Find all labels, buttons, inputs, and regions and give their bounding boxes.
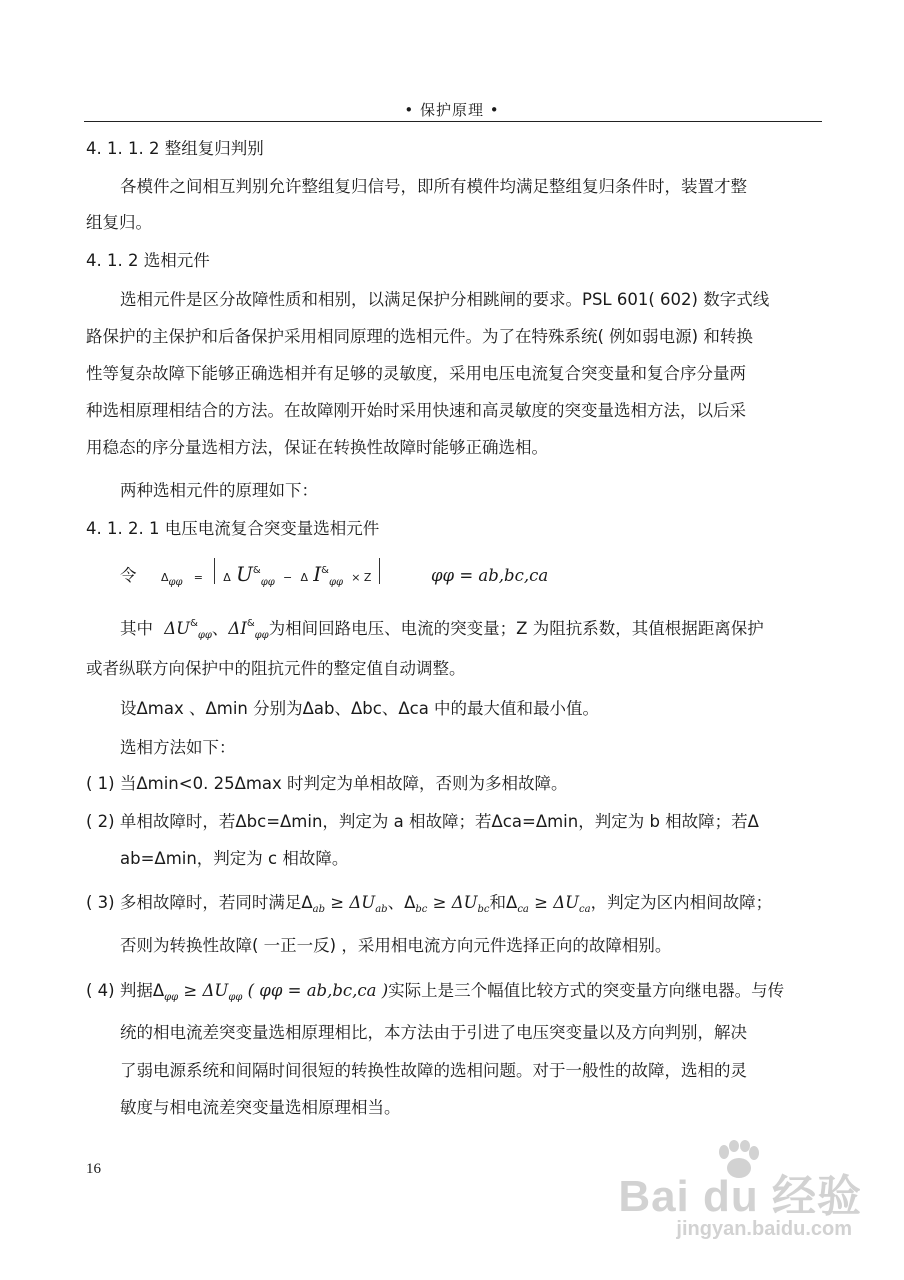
item4-sub: φφ	[164, 992, 179, 1003]
p4-separator: 、	[211, 619, 229, 638]
formula-dot-mark: &	[321, 565, 329, 576]
paragraph-line: 性等复杂故障下能够正确选相并有足够的灵敏度，采用电压电流复合突变量和复合序分量两	[86, 364, 746, 383]
formula-delta-i: Δ	[300, 571, 308, 584]
list-item-3	[86, 891, 772, 922]
formula-i: I	[313, 562, 322, 586]
p4-dot-mark: &	[190, 618, 198, 629]
paragraph-line: 种选相原理相结合的方法。在故障刚开始时采用快速和高灵敏度的突变量选相方法，以后采	[86, 401, 746, 420]
heading-412: 4. 1. 2 选相元件	[86, 251, 210, 270]
list-item-4-cont: 统的相电流差突变量选相原理相比，本方法由于引进了电压突变量以及方向判别，解决	[120, 1023, 747, 1042]
item3-delta: Δ	[301, 893, 313, 912]
paragraph-line: 路保护的主保护和后备保护采用相同原理的选相元件。为了在特殊系统( 例如弱电源) 和转换	[86, 327, 753, 346]
item3-sub: ca	[517, 904, 529, 915]
formula-lead: 令	[120, 566, 137, 585]
formula-dot-mark: &	[252, 565, 261, 576]
paragraph-line: 两种选相元件的原理如下：	[120, 481, 318, 500]
list-item-2: ( 2) 单相故障时，若Δbc=Δmin，判定为 a 相故障；若Δca=Δmin，判定为 b 相故障；若Δ	[86, 812, 759, 831]
heading-4121: 4. 1. 2. 1 电压电流复合突变量选相元件	[86, 519, 380, 538]
item3-tail: ，判定为区内相间故障；	[590, 893, 773, 912]
list-item-1: ( 1) 当Δmin<0. 25Δmax 时判定为单相故障，否则为多相故障。	[86, 774, 568, 793]
paragraph-line: 选相方法如下：	[120, 738, 236, 757]
formula-u: U	[236, 562, 253, 586]
item3-delta: Δ	[404, 893, 416, 912]
item4-lead: ( 4) 判据	[86, 981, 153, 1000]
list-item-4	[86, 979, 784, 1010]
watermark-url: jingyan.baidu.com	[676, 1218, 852, 1240]
list-item-4-cont: 敏度与相电流差突变量选相原理相当。	[120, 1098, 401, 1117]
p4-sub: φφ	[197, 630, 212, 641]
p4-dot-mark: &	[246, 618, 255, 629]
p4-tail: 为相间回路电压、电流的突变量；Z 为阻抗系数，其值根据距离保护	[268, 619, 764, 638]
formula-phases: φφ = ab,bc,ca	[430, 566, 549, 585]
paragraph-line: 组复归。	[86, 213, 152, 232]
item3-separator: 、	[387, 893, 405, 912]
item3-delta: Δ	[506, 893, 518, 912]
formula-delta-symbol: Δ	[161, 571, 169, 584]
item4-tail: 实际上是三个幅值比较方式的突变量方向继电器。与传	[388, 981, 785, 1000]
formula-minus: −	[282, 571, 293, 584]
paragraph-line: 或者纵联方向保护中的阻抗元件的整定值自动调整。	[86, 659, 466, 678]
watermark-logo: Bai du 经验	[618, 1172, 862, 1221]
item4-delta: Δ	[152, 981, 165, 1000]
paragraph-line: 设Δmax 、Δmin 分别为Δab、Δbc、Δca 中的最大值和最小值。	[120, 699, 600, 718]
formula-sub: φφ	[168, 577, 183, 588]
p4-sub: φφ	[254, 630, 269, 641]
page-number: 16	[86, 1161, 101, 1177]
item3-and: 和	[489, 893, 507, 912]
p4-lead: 其中	[120, 619, 153, 638]
list-item-3-cont: 否则为转换性故障( 一正一反) ，采用相电流方向元件选择正向的故障相别。	[120, 936, 672, 955]
p4-delta-u: ΔU	[164, 619, 191, 638]
formula-times-z: × Z	[351, 571, 372, 584]
item3-lead: ( 3) 多相故障时，若同时满足	[86, 893, 302, 912]
formula-absolute-value	[214, 558, 380, 588]
list-item-4-cont: 了弱电源系统和间隔时间很短的转换性故障的选相问题。对于一般性的故障，选相的灵	[120, 1061, 747, 1080]
item3-ge: ≥ ΔU	[528, 893, 580, 912]
formula-delta-u: Δ	[223, 571, 231, 584]
list-item-2-cont: ab=Δmin，判定为 c 相故障。	[120, 849, 349, 868]
item4-sub: φφ	[228, 992, 243, 1003]
item3-ge: ≥ ΔU	[325, 893, 376, 912]
item3-sub: ab	[312, 904, 326, 915]
formula-equals: =	[193, 571, 204, 584]
item3-ge: ≥ ΔU	[427, 893, 478, 912]
heading-4112: 4. 1. 1. 2 整组复归判别	[86, 139, 264, 158]
item3-sub: ab	[375, 904, 388, 915]
item3-sub: bc	[415, 904, 428, 915]
item4-paren: ( φφ = ab,bc,ca )	[242, 981, 389, 1000]
paragraph-line: 各模件之间相互判别允许整组复归信号，即所有模件均满足整组复归条件时，装置才整	[120, 177, 747, 196]
baidu-jingyan-watermark	[618, 1140, 862, 1250]
item3-sub: ca	[579, 904, 591, 915]
paragraph-line	[120, 612, 764, 648]
paragraph-line: 用稳态的序分量选相方法，保证在转换性故障时能够正确选相。	[86, 438, 548, 457]
paragraph-line: 选相元件是区分故障性质和相别，以满足保护分相跳闸的要求。PSL 601( 602) 数字式线	[120, 290, 770, 309]
item3-sub: bc	[477, 904, 490, 915]
formula-sub: φφ	[328, 577, 343, 588]
item4-ge: ≥ ΔU	[178, 981, 229, 1000]
p4-delta-i: ΔI	[228, 619, 247, 638]
header-rule	[84, 121, 822, 122]
formula-sub: φφ	[260, 577, 275, 588]
formula-delta-definition	[120, 558, 548, 595]
running-header: • 保护原理 •	[404, 101, 500, 119]
